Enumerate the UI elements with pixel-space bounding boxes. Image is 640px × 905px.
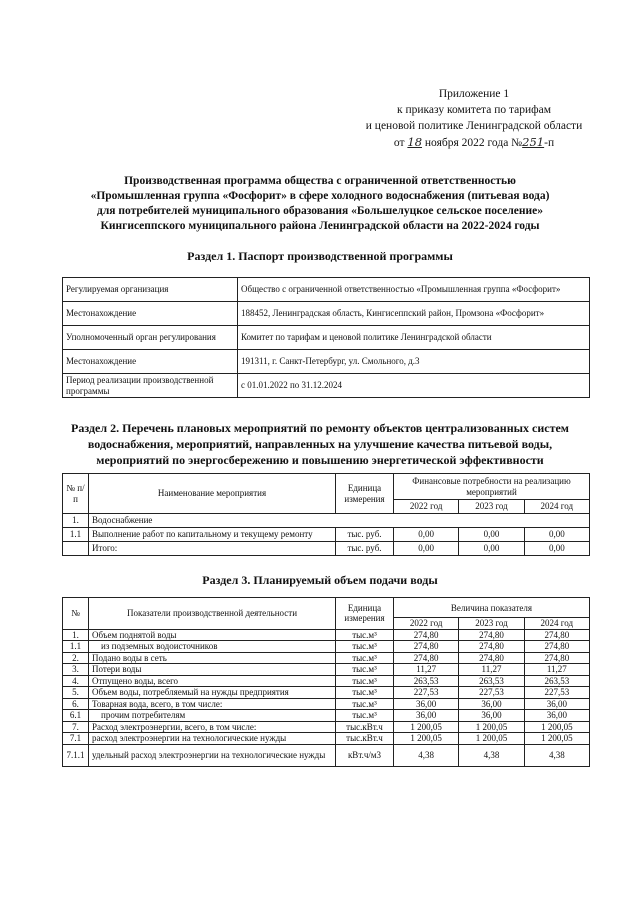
table-cell: 263,53	[524, 675, 589, 687]
table-cell: 3.	[63, 664, 89, 676]
table-cell: 191311, г. Санкт-Петербург, ул. Смольного, д.3	[238, 350, 590, 374]
table-row	[63, 302, 590, 326]
table-cell: 188452, Ленинградская область, Кингисеппский район, Промзона «Фосфорит»	[238, 302, 590, 326]
passport-table	[62, 277, 590, 398]
document-title	[40, 174, 600, 234]
table-cell: 0,00	[394, 528, 459, 542]
table-cell: Объем воды, потребляемый на нужды предприятия	[89, 687, 336, 699]
table-cell: тыс. руб.	[336, 542, 394, 556]
col-finance: Финансовые потребности на реализацию мероприятий	[394, 474, 590, 500]
table-row	[63, 687, 590, 699]
table-row	[63, 278, 590, 302]
col-unit: Единица измерения	[336, 598, 394, 630]
col-unit: Единица измерения	[336, 474, 394, 514]
table-cell: 6.1	[63, 710, 89, 722]
title-line: для потребителей муниципального образования «Большелуцкое сельское поселение»	[97, 205, 543, 217]
table-cell: тыс.кВт.ч	[336, 733, 394, 745]
table-row	[63, 698, 590, 710]
text: от	[393, 137, 405, 149]
handwritten-day: 18	[407, 135, 423, 149]
table-row	[63, 629, 590, 641]
col-year: 2023 год	[459, 500, 524, 514]
table-cell: 1 200,05	[459, 721, 524, 733]
table-cell: 4,38	[459, 744, 524, 766]
header-row	[63, 598, 590, 618]
appendix-line: Приложение 1	[438, 88, 510, 100]
header-row	[63, 474, 590, 500]
table-cell: 1 200,05	[524, 733, 589, 745]
table-cell: Общество с ограниченной ответственностью «Промышленная группа «Фосфорит»	[238, 278, 590, 302]
table-row	[63, 733, 590, 745]
appendix-order-line	[330, 134, 588, 151]
title-line: Кингисеппского муниципального района Ленинградской области на 2022-2024 годы	[100, 220, 540, 232]
table-cell: 7.	[63, 721, 89, 733]
table-cell: Потери воды	[89, 664, 336, 676]
table-cell: 7.1.1	[63, 744, 89, 766]
table-cell: Комитет по тарифам и ценовой политике Ленинградской области	[238, 326, 590, 350]
table-cell: Регулируемая организация	[63, 278, 238, 302]
table-cell: Подано воды в сеть	[89, 652, 336, 664]
table-cell: 274,80	[394, 641, 459, 653]
table-cell: 1 200,05	[524, 721, 589, 733]
table-row	[63, 641, 590, 653]
table-cell: 0,00	[459, 528, 524, 542]
text: ноября 2022 года №	[424, 137, 523, 149]
section1-heading: Раздел 1. Паспорт производственной программы	[187, 249, 453, 263]
table-cell: тыс.м³	[336, 710, 394, 722]
table-cell: тыс.м³	[336, 652, 394, 664]
table-cell: тыс.м³	[336, 641, 394, 653]
table-row	[63, 542, 590, 556]
table-cell: 0,00	[394, 542, 459, 556]
table-cell: 6.	[63, 698, 89, 710]
group-row	[63, 514, 590, 528]
col-year: 2024 год	[524, 500, 589, 514]
title-line: «Промышленная группа «Фосфорит» в сфере холодного водоснабжения (питьевая вода)	[90, 190, 550, 202]
table-cell: 5.	[63, 687, 89, 699]
table-row	[63, 744, 590, 766]
col-num: №	[63, 598, 89, 630]
heading-line: мероприятий по энергосбережению и повышению энергетической эффективности	[96, 453, 544, 467]
table-row	[63, 374, 590, 398]
table-cell: 36,00	[394, 710, 459, 722]
table-cell: 274,80	[394, 652, 459, 664]
table-cell: Расход электроэнергии, всего, в том числе:	[89, 721, 336, 733]
table-cell: 274,80	[459, 641, 524, 653]
table-cell: Товарная вода, всего, в том числе:	[89, 698, 336, 710]
table-cell: тыс.м³	[336, 687, 394, 699]
table-cell: 1 200,05	[459, 733, 524, 745]
col-year: 2022 год	[394, 618, 459, 630]
table-cell: 227,53	[524, 687, 589, 699]
appendix-block	[330, 86, 588, 151]
table-cell: 2.	[63, 652, 89, 664]
col-value: Величина показателя	[394, 598, 590, 618]
table-cell: Местонахождение	[63, 350, 238, 374]
table-cell: из подземных водоисточников	[89, 641, 336, 653]
table-cell: 274,80	[524, 652, 589, 664]
table-cell: 263,53	[459, 675, 524, 687]
table-cell: тыс.м³	[336, 664, 394, 676]
table-cell: 4,38	[394, 744, 459, 766]
table-cell: 1.	[63, 629, 89, 641]
table-cell: 4,38	[524, 744, 589, 766]
table-cell: Период реализации производственной программы	[63, 374, 238, 398]
table-cell: 274,80	[524, 629, 589, 641]
table-cell: Отпущено воды, всего	[89, 675, 336, 687]
table-cell: Итого:	[89, 542, 336, 556]
section3-heading: Раздел 3. Планируемый объем подачи воды	[202, 573, 438, 587]
table-cell: 36,00	[459, 710, 524, 722]
table-cell: 4.	[63, 675, 89, 687]
table-cell: тыс.м³	[336, 675, 394, 687]
table-cell: Выполнение работ по капитальному и текущему ремонту	[89, 528, 336, 542]
table-cell: тыс. руб.	[336, 528, 394, 542]
table-cell: 1 200,05	[394, 721, 459, 733]
table-cell: 274,80	[459, 629, 524, 641]
col-year: 2024 год	[524, 618, 589, 630]
table-cell: Уполномоченный орган регулирования	[63, 326, 238, 350]
heading-line: Раздел 2. Перечень плановых мероприятий по ремонту объектов централизованных систем	[71, 421, 569, 435]
table-cell: 274,80	[394, 629, 459, 641]
table-cell: 0,00	[524, 542, 589, 556]
table-row	[63, 326, 590, 350]
table-cell: кВт.ч/м3	[336, 744, 394, 766]
table-row	[63, 710, 590, 722]
table-row	[63, 675, 590, 687]
table-cell: 36,00	[524, 710, 589, 722]
table-cell: 1 200,05	[394, 733, 459, 745]
section2-heading	[40, 420, 600, 468]
cell: Водоснабжение	[89, 514, 590, 528]
table-cell: 274,80	[524, 641, 589, 653]
table-cell: 1.1	[63, 528, 89, 542]
table-cell: Объем поднятой воды	[89, 629, 336, 641]
table-cell	[63, 542, 89, 556]
table-cell: прочим потребителям	[89, 710, 336, 722]
table-row	[63, 652, 590, 664]
table-cell: тыс.м³	[336, 698, 394, 710]
col-year: 2022 год	[394, 500, 459, 514]
table-cell: 0,00	[524, 528, 589, 542]
table-cell: 36,00	[394, 698, 459, 710]
col-num: № п/п	[63, 474, 89, 514]
table-cell: 11,27	[459, 664, 524, 676]
col-year: 2023 год	[459, 618, 524, 630]
table-cell: тыс.кВт.ч	[336, 721, 394, 733]
table-cell: 7.1	[63, 733, 89, 745]
title-line: Производственная программа общества с ограниченной ответственностью	[124, 175, 516, 187]
table-row	[63, 721, 590, 733]
table-cell: расход электроэнергии на технологические нужды	[89, 733, 336, 745]
table-cell: с 01.01.2022 по 31.12.2024	[238, 374, 590, 398]
table-cell: 227,53	[459, 687, 524, 699]
table-cell: 36,00	[524, 698, 589, 710]
handwritten-number: 251	[522, 135, 545, 149]
table-row	[63, 350, 590, 374]
table-cell: 36,00	[459, 698, 524, 710]
table-row	[63, 664, 590, 676]
cell: 1.	[63, 514, 89, 528]
table-cell: 263,53	[394, 675, 459, 687]
col-name: Показатели производственной деятельности	[89, 598, 336, 630]
table-cell: тыс.м³	[336, 629, 394, 641]
heading-line: водоснабжения, мероприятий, направленных на улучшение качества питьевой воды,	[87, 437, 553, 451]
table-cell: Местонахождение	[63, 302, 238, 326]
table-cell: 274,80	[459, 652, 524, 664]
table-cell: 0,00	[459, 542, 524, 556]
table-cell: 227,53	[394, 687, 459, 699]
table-cell: 11,27	[524, 664, 589, 676]
appendix-line: и ценовой политике Ленинградской области	[365, 120, 583, 132]
appendix-line: к приказу комитета по тарифам	[397, 104, 551, 116]
table-cell: 11,27	[394, 664, 459, 676]
table-cell: 1.1	[63, 641, 89, 653]
col-name: Наименование мероприятия	[89, 474, 336, 514]
text: -п	[544, 137, 555, 149]
table-cell: удельный расход электроэнергии на технологические нужды	[89, 744, 336, 766]
measures-table	[62, 473, 590, 556]
table-row	[63, 528, 590, 542]
supply-volume-table	[62, 597, 590, 767]
